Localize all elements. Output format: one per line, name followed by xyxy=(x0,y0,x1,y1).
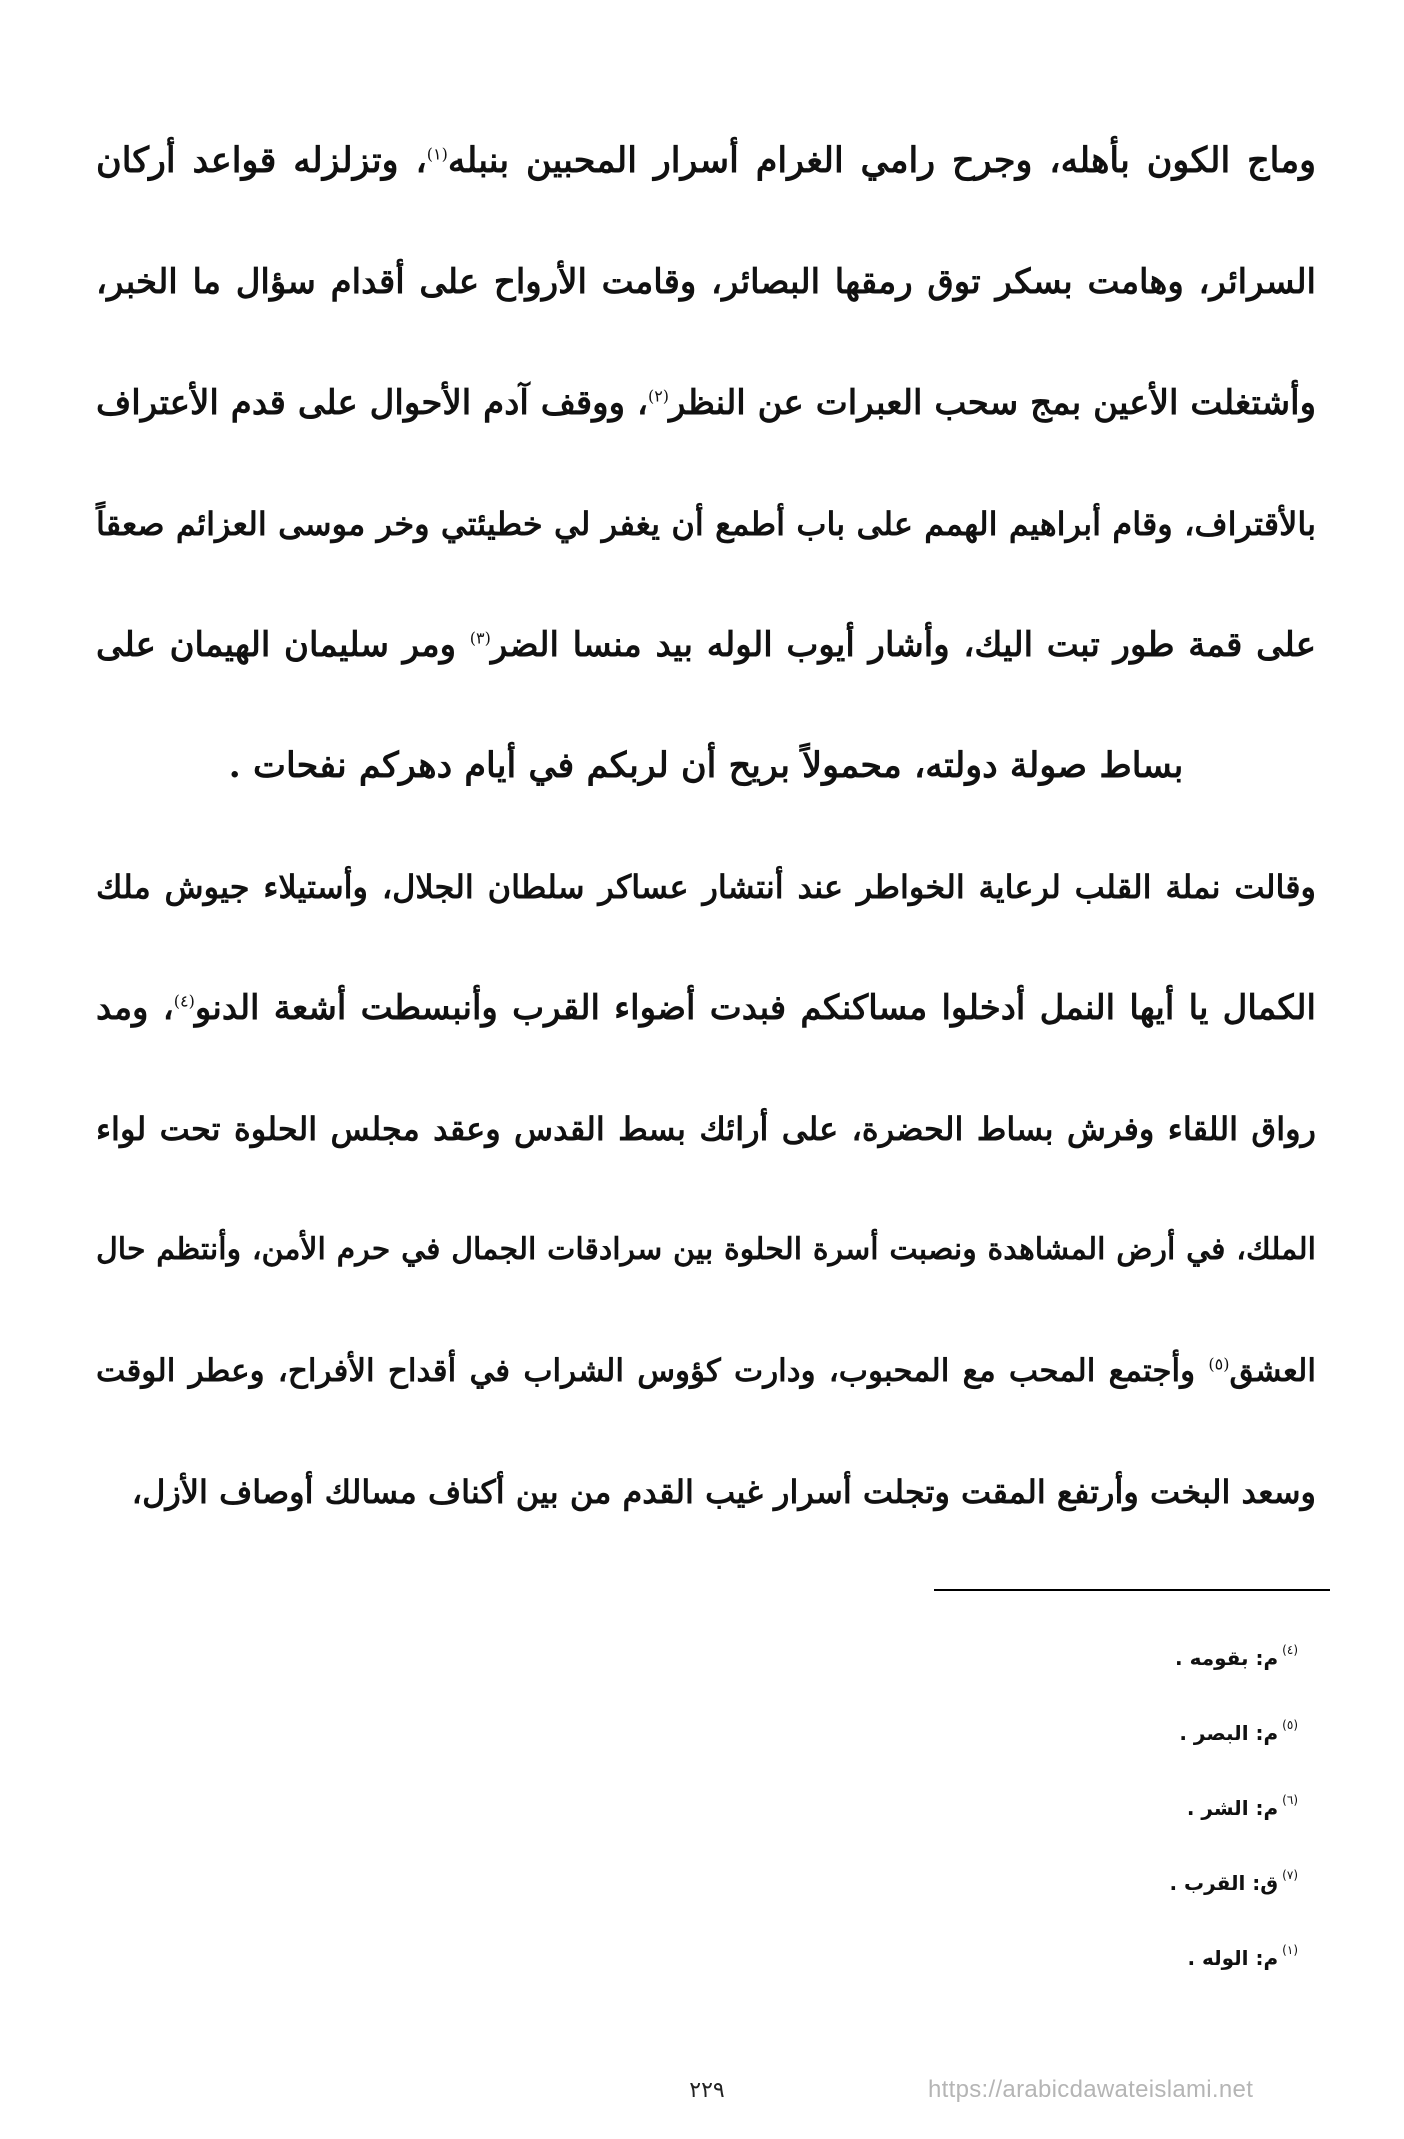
text-line-2: السرائر، وهامت بسكر توق رمقها البصائر، وقامت الأرواح على أقدام سؤال ما الخبر، xyxy=(96,261,1316,302)
footnote: (٤) م: بقومه . xyxy=(1175,1642,1298,1670)
watermark-url: https://arabicdawateislami.net xyxy=(928,2076,1254,2103)
page-number: ٢٢٩ xyxy=(689,2078,725,2103)
footnote-ref[interactable]: (١) xyxy=(426,144,448,164)
text-line-1: وماج الكون بأهله، وجرح رامي الغرام أسرار المحبين بنبله$^{(١)}$، وتزلزله قواعد أركان xyxy=(96,140,1316,181)
text-line-4: بالأقتراف، وقام أبراهيم الهمم على باب أطمع أن يغفر لي خطيئتي وخر موسى العزائم صعقاً xyxy=(96,504,1317,543)
footnotes xyxy=(1169,1620,1298,1995)
footnote: (٧) ق: القرب . xyxy=(1169,1867,1298,1895)
text-line-12: وسعد البخت وأرتفع المقت وتجلت أسرار غيب القدم من بين أكناف مسالك أوصاف الأزل، xyxy=(131,1472,1316,1511)
footnote-ref[interactable]: (٤) xyxy=(173,991,195,1011)
text-line-7: وقالت نملة القلب لرعاية الخواطر عند أنتشار عساكر سلطان الجلال، وأستيلاء جيوش ملك xyxy=(96,867,1316,906)
text-line-6: بساط صولة دولته، محمولاً بريح أن لربكم في أيام دهركم نفحات . xyxy=(228,745,1184,786)
body-text xyxy=(96,100,1316,1552)
text-line-10: الملك، في أرض المشاهدة ونصبت أسرة الحلوة بين سرادقات الجمال في حرم الأمن، وأنتظم حال xyxy=(96,1232,1316,1267)
text-line-9: رواق اللقاء وفرش بساط الحضرة، على أرائك بسط القدس وعقد مجلس الحلوة تحت لواء xyxy=(96,1109,1317,1148)
footnote-ref[interactable]: (٢) xyxy=(647,386,670,406)
text-line-8: الكمال يا أيها النمل أدخلوا مساكنكم فبدت أضواء القرب وأنبسطت أشعة الدنو$^{(٤)}$، ومد xyxy=(96,987,1316,1028)
footnote: (٥) م: البصر . xyxy=(1179,1717,1298,1745)
text-line-11: العشق$^{(٥)}$ وأجتمع المحب مع المحبوب، ودارت كؤوس الشراب في أقداح الأفراح، وعطر الوقت xyxy=(96,1352,1316,1389)
footnote-separator xyxy=(934,1589,1330,1591)
text-line-3: وأشتغلت الأعين بمج سحب العبرات عن النظر$^{(٢)}$، ووقف آدم الأحوال على قدم الأعتراف xyxy=(96,382,1316,423)
text-line-5: على قمة طور تبت اليك، وأشار أيوب الوله بيد منسا الضر$^{(٣)}$ ومر سليمان الهيمان على xyxy=(96,624,1316,665)
footnote-ref[interactable]: (٥) xyxy=(1208,1354,1230,1374)
footnote: (٦) م: الشر . xyxy=(1186,1792,1298,1820)
footnote: (١) م: الوله . xyxy=(1187,1942,1298,1970)
footnote-ref[interactable]: (٣) xyxy=(469,628,491,648)
